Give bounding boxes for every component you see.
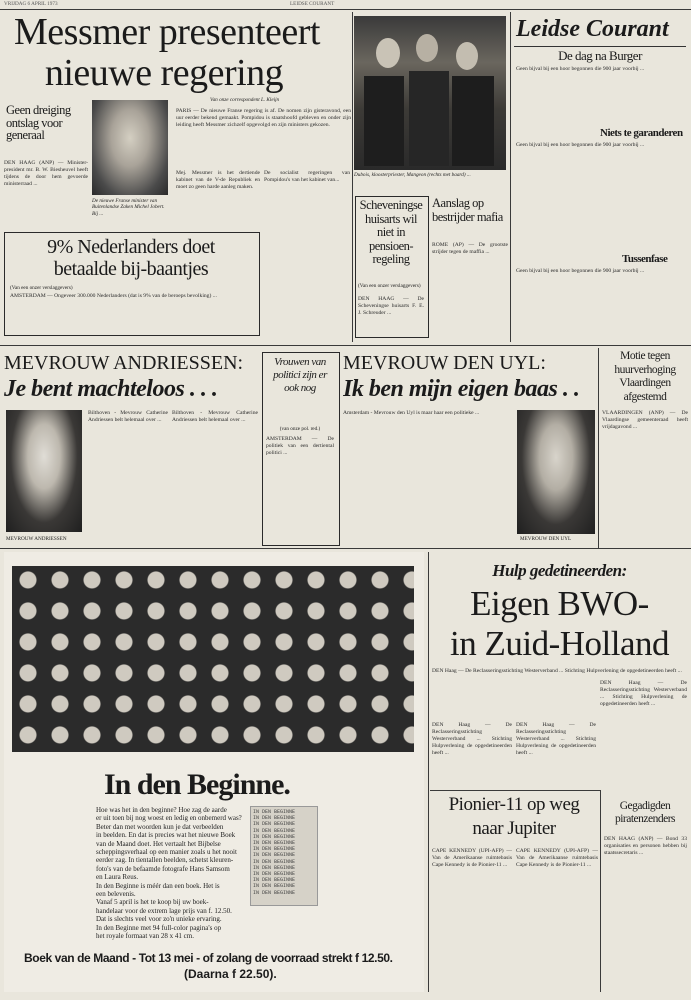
hulp-text-2: DEN Haag — De Reclasseringsstichting Westerverband ... Stichting Hulpverlening de opgedetineerden heeft ...	[432, 722, 512, 756]
date-line: VRIJDAG 6 APRIL 1973	[4, 1, 58, 7]
lead-byline: Van onze correspondent L. Kleijn	[210, 97, 280, 103]
pionier-text-2: CAPE KENNEDY (UPI-AFP) — Van de Amerikaanse ruimtebasis Cape Kennedy is de Pionier-11 ...	[516, 848, 598, 868]
hulp-text-4: DEN Haag — De Reclasseringsstichting Westerverband ... Stichting Hulpverlening de opgedetineerden heeft ...	[600, 680, 687, 707]
ad-line: foto's van de befaamde fotografe Hans Samsom	[96, 864, 230, 873]
motie-text: VLAARDINGEN (ANP) — De Vlaardingse gemeenteraad heeft vrijdagavond ...	[602, 410, 688, 430]
pionier-headline-2: naar Jupiter	[472, 818, 556, 839]
hulp-kicker: Hulp gedetineerden:	[492, 561, 627, 580]
paper-line: LEIDSE COURANT	[290, 1, 335, 7]
lead-text-1: PARIS — De nieuwe Franse regering is af. De nomen zijn gisteravond, een uur eerder bekend gemaakt. Pompidou is staatshoofd gebleven en onder zijn leiding heeft Messmer zichzelf opgevolgd en zijn ministers gekozen.	[176, 108, 351, 128]
lead-headline-1: Messmer presenteert	[14, 12, 320, 52]
nine-pct-text: AMSTERDAM — Ongeveer 300.000 Nederlanders (dat is 9% van de beroeps bevolking) ...	[10, 293, 217, 299]
ad-repeat: IN DEN BEGINNE	[253, 864, 296, 871]
lead-text-2: Mej. Messmer is het dertiende kabinet van de V-de Republiek en moet zo geen harde aanleg maken.	[176, 170, 260, 190]
ad-repeat: IN DEN BEGINNE	[253, 858, 296, 865]
ad-line: Beter dan met woorden kun je dat verbeelden	[96, 822, 224, 831]
andriessen-photo	[6, 410, 82, 532]
vrouwen-headline: Vrouwen van politici zijn er ook nog	[273, 356, 327, 394]
mevrouw-u-headline-1: MEVROUW DEN UYL:	[343, 352, 546, 374]
courant-text: Geen bijval bij een hoor begonnen die 900 jaar voorbij ...	[516, 66, 645, 72]
dreiging-headline: Geen dreiging ontslag voor generaal	[6, 104, 71, 142]
ad-repeat: IN DEN BEGINNE	[253, 815, 296, 822]
aanslag-headline: Aanslag op bestrijder mafia	[432, 197, 503, 224]
ad-line: handelaar voor de extrem lage prijs van f. 12.50.	[96, 906, 232, 915]
pionier-text-1: CAPE KENNEDY (UPI-AFP) — Van de Amerikaanse ruimtebasis Cape Kennedy is de Pionier-11 ...	[432, 848, 512, 868]
aanslag-text: ROME (AP) — De grootste strijder tegen de maffia ...	[432, 242, 508, 255]
ad-repeat: IN DEN BEGINNE	[253, 871, 296, 878]
group-photo	[354, 16, 506, 170]
vrouwen-credit: (van onze pol. red.)	[279, 426, 321, 432]
ad-block	[4, 552, 424, 992]
ad-line: eerder zag. In tientallen beelden, schetst kleuren-	[96, 856, 234, 865]
jobert-caption: De nieuwe Franse minister van Buitenlandse Zaken Michel Jobert. Bij ...	[92, 198, 165, 217]
ad-repeat: IN DEN BEGINNE	[253, 809, 296, 815]
ad-title: In den Beginne.	[104, 768, 290, 801]
ad-repeat: IN DEN BEGINNE	[253, 827, 296, 834]
mevrouw-a-headline-1: MEVROUW ANDRIESSEN:	[4, 352, 244, 374]
scheveningse-credit: (Van een onzer verslaggevers)	[358, 283, 421, 289]
group-photo-caption: Dubois, kloosterpriester, Mangeon (rechts met baard) ...	[354, 172, 471, 178]
ad-line: scheppingsverhaal op een manier zoals u het nooit	[96, 848, 237, 857]
dreiging-text: DEN HAAG (ANP) — Minister-president mr. B. W. Biesheuvel heeft tijdens de door hem gevoerde ministerraad ...	[4, 160, 88, 187]
ad-mosaic	[12, 566, 414, 752]
mevrouw-u-text: Amsterdam - Mevrouw den Uyl is maar haar een politieke ...	[343, 410, 480, 416]
ad-line: een belevenis.	[96, 890, 136, 899]
nine-pct-headline-1: 9% Nederlanders doet	[47, 236, 215, 258]
ad-repeat-box	[250, 806, 318, 906]
ad-line: Dat is slechts veel voor zo'n unieke ervaring.	[96, 915, 222, 924]
ad-repeat: IN DEN BEGINNE	[253, 877, 296, 884]
ad-repeat: IN DEN BEGINNE	[253, 833, 296, 840]
mevrouw-a-text-1: Bilthoven - Mevrouw Catherine Andriessen belt helemaal over ...	[88, 410, 168, 423]
motie-headline: Motie tegen huurverhoging Vlaardingen afgestemd	[614, 350, 676, 403]
ad-line: van de Maand doet. Het vertaalt het Bijbelse	[96, 839, 221, 848]
den-uyl-caption: MEVROUW DEN UYL	[520, 536, 572, 542]
ad-line: In den Beginne is méér dan een boek. Het is	[96, 881, 220, 890]
ad-line: Vanaf 5 april is het te koop bij uw boek-	[96, 898, 209, 907]
ad-repeat: IN DEN BEGINNE	[253, 852, 296, 859]
hulp-text-1: DEN Haag — De Reclasseringsstichting Westerverband ... Stichting Hulpverlening de opgedetineerden heeft ...	[432, 668, 682, 674]
ad-line: Hoe was het in den beginne? Hoe zag de aarde	[96, 806, 227, 814]
hulp-headline-2: in Zuid-Holland	[450, 624, 669, 663]
scheveningse-text: DEN HAAG — De Scheveningse huisarts F. E. J. Schreuder ...	[358, 296, 424, 316]
courant-text-3: Geen bijval bij een hoor begonnen die 900 jaar voorbij ...	[516, 268, 645, 274]
pionier-headline-1: Pionier-11 op weg	[448, 794, 580, 815]
hulp-headline-1: Eigen BWO-	[470, 584, 649, 623]
mevrouw-u-headline-2: Ik ben mijn eigen baas . .	[343, 376, 580, 402]
ad-line: in beelden. En dat is precies wat het nieuwe Boek	[96, 831, 236, 840]
ad-body	[96, 806, 244, 946]
lead-headline-2: nieuwe regering	[44, 52, 284, 94]
ad-repeat: IN DEN BEGINNE	[253, 889, 296, 896]
scheveningse-headline: Scheveningse huisarts wil niet in pensioen-regeling	[359, 199, 423, 266]
courant-logo-box	[514, 12, 686, 47]
lead-text-3: De socialist regeringen van Pompidou's van het kabinet van...	[264, 170, 350, 183]
nine-pct-credit: (Van een onzer verslaggevers)	[10, 285, 73, 291]
piraten-headline: Gegadigden piratenzenders	[614, 800, 676, 825]
ad-line: In den Beginne met 94 full-color pagina's op	[96, 923, 222, 932]
jobert-photo	[92, 100, 168, 195]
courant-section: De dag na Burger	[558, 48, 642, 63]
ad-line: er uit toen bij nog woest en ledig en onbemerd was?	[96, 814, 242, 823]
piraten-text: DEN HAAG (ANP) — Bond 33 organisaties en personen hebben bij staatssecretaris ...	[604, 836, 687, 856]
courant-sub-2: Tussenfase	[622, 253, 668, 265]
mevrouw-a-headline-2: Je bent machteloos . . .	[4, 376, 218, 402]
den-uyl-photo	[517, 410, 595, 534]
courant-logo: Leidse Courant	[516, 16, 669, 42]
vrouwen-body: AMSTERDAM — De politiek van een dertiental politici ...	[266, 436, 334, 456]
ad-repeat: IN DEN BEGINNE	[253, 821, 296, 828]
ad-line: het royale formaat van 28 x 41 cm.	[96, 932, 194, 941]
ad-repeat: IN DEN BEGINNE	[253, 846, 296, 853]
hulp-text-3: DEN Haag — De Reclasseringsstichting Westerverband ... Stichting Hulpverlening de opgedetineerden heeft ...	[516, 722, 596, 756]
ad-line: en Laura Reus.	[96, 873, 139, 882]
ad-repeat: IN DEN BEGINNE	[253, 883, 296, 890]
courant-text-2: Geen bijval bij een hoor begonnen die 900 jaar voorbij ...	[516, 142, 645, 148]
nine-pct-headline-2: betaalde bij-baantjes	[53, 258, 209, 280]
ad-repeat: IN DEN BEGINNE	[253, 840, 296, 847]
andriessen-caption: MEVROUW ANDRIESSEN	[6, 536, 67, 542]
mevrouw-a-text-2: Bilthoven - Mevrouw Catherine Andriessen belt helemaal over ...	[172, 410, 258, 423]
ad-footer-1: Boek van de Maand - Tot 13 mei - of zolang de voorraad strekt f 12.50.	[24, 951, 393, 965]
ad-footer-2: (Daarna f 22.50).	[184, 967, 277, 981]
courant-sub-1: Niets te garanderen	[600, 127, 683, 139]
